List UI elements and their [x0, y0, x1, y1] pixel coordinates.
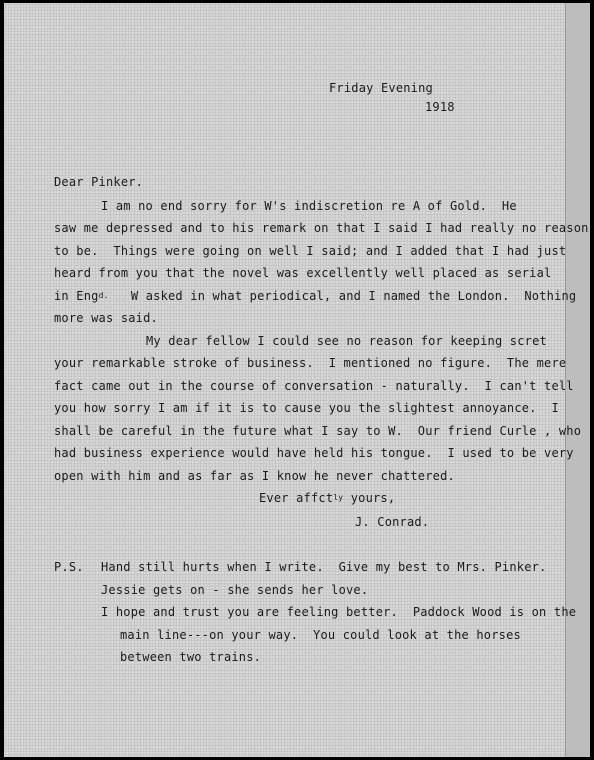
body-line: I am no end sorry for W's indiscretion re A of Gold. He [101, 199, 517, 213]
closing-line [259, 491, 395, 505]
salutation: Dear Pinker. [54, 175, 144, 189]
ps-label: P.S. [54, 560, 84, 574]
letter-page [4, 3, 590, 757]
body-line: you how sorry I am if it is to cause you the slightest annoyance. I [54, 401, 559, 415]
body-line: fact came out in the course of conversation - naturally. I can't tell [54, 379, 574, 393]
closing-text: yours, [343, 491, 396, 505]
body-line: heard from you that the novel was excellently well placed as serial [54, 266, 552, 280]
body-line: had business experience would have held his tongue. I used to be very [54, 446, 574, 460]
date-year: 1918 [425, 100, 455, 114]
body-line: open with him and as far as I know he never chattered. [54, 469, 455, 483]
body-line: shall be careful in the future what I say to W. Our friend Curle , who [54, 424, 582, 438]
body-line: saw me depressed and to his remark on that I said I had really no reason [54, 221, 589, 235]
superscript: d. [98, 291, 109, 300]
superscript: ly [333, 493, 344, 502]
body-line: My dear fellow I could see no reason for keeping scret [146, 334, 547, 348]
ps-line: Hand still hurts when I write. Give my best to Mrs. Pinker. [101, 560, 547, 574]
ps-line: I hope and trust you are feeling better. Paddock Wood is on the [101, 605, 577, 619]
date-day: Friday Evening [329, 81, 433, 95]
ps-line: between two trains. [120, 650, 262, 664]
body-line: to be. Things were going on well I said; and I added that I had just [54, 244, 567, 258]
ps-line: Jessie gets on - she sends her love. [101, 583, 369, 597]
body-line: more was said. [54, 311, 158, 325]
body-text: W asked in what periodical, and I named the London. Nothing [108, 289, 577, 303]
closing-text: Ever affct [259, 491, 334, 505]
body-line [54, 289, 576, 303]
body-text: in Eng [54, 289, 99, 303]
body-line: your remarkable stroke of business. I mentioned no figure. The mere [54, 356, 567, 370]
ps-line: main line---on your way. You could look at the horses [120, 628, 521, 642]
signature: J. Conrad. [355, 515, 430, 529]
